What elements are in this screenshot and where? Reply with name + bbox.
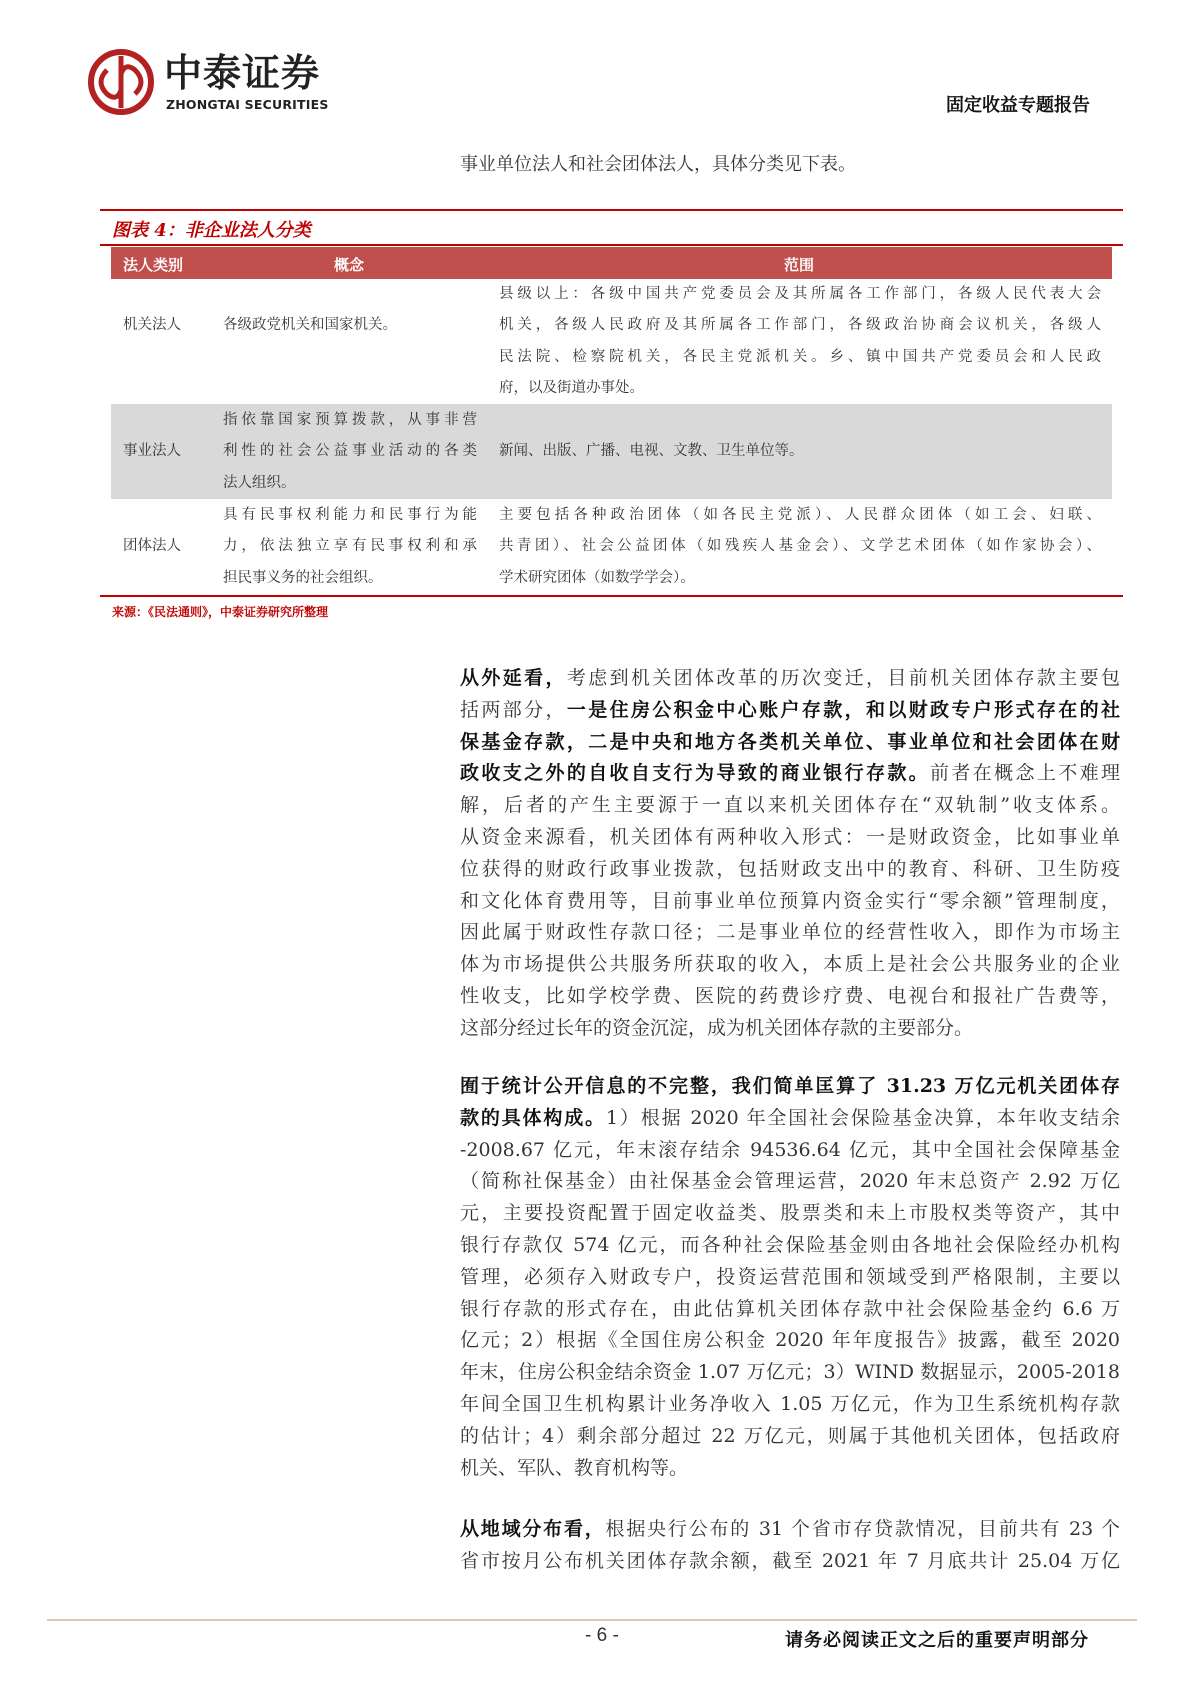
- bold-text-segment: 从地域分布看，: [460, 1518, 606, 1540]
- table-row: [111, 404, 1112, 499]
- text-line: [499, 563, 1101, 594]
- text-segment: 主要包括各种政治团体（如各民主党派）、人民群众团体（如工会、妇联、: [499, 507, 1101, 523]
- text-segment: 省市按月公布机关团体存款余额，截至 2021 年 7 月底共计 25.04 万亿: [460, 1549, 1120, 1572]
- cell-category: 机关法人: [123, 317, 181, 333]
- text-line: [460, 1546, 1120, 1578]
- table-header-row: [111, 247, 1112, 279]
- text-segment: 从资金来源看，机关团体有两种收入形式：一是财政资金，比如事业单: [460, 825, 1120, 848]
- table-source: 来源：《民法通则》，中泰证券研究所整理: [112, 605, 329, 619]
- text-segment: 这部分经过长年的资金沉淀，成为机关团体存款的主要部分。: [460, 1016, 974, 1039]
- intro-line: 事业单位法人和社会团体法人，具体分类见下表。: [460, 154, 856, 175]
- text-line: [223, 310, 477, 341]
- text-line: [460, 663, 1120, 695]
- text-line: [223, 468, 477, 499]
- header-category: 法人类别: [123, 256, 184, 274]
- text-line: [223, 405, 477, 436]
- header-scope: 范围: [784, 256, 815, 274]
- text-segment: 共青团）、社会公益团体（如残疾人基金会）、文学艺术团体（如作家协会）、: [499, 538, 1101, 555]
- text-segment: 机关，各级人民政府及其所属各工作部门，各级政治协商会议机关，各级人: [499, 317, 1101, 334]
- text-segment: 府，以及街道办事处。: [499, 380, 644, 397]
- bold-text-segment: 一是住房公积金中心账户存款，和以财政专户形式存在的社: [566, 698, 1120, 721]
- text-line: [460, 790, 1120, 822]
- text-segment: 指依靠国家预算拨款，从事非营: [223, 412, 477, 428]
- text-line: [460, 1389, 1120, 1421]
- header-concept: 概念: [334, 256, 365, 274]
- text-segment: 1）根据 2020 年全国社会保险基金决算，本年收支结余: [605, 1106, 1120, 1129]
- text-line: [460, 1166, 1120, 1198]
- cell-concept: [223, 500, 477, 594]
- text-line: [460, 1453, 1120, 1485]
- text-segment: 利性的社会公益事业活动的各类: [223, 443, 477, 460]
- cell-scope: [499, 436, 1101, 467]
- text-segment: 法人组织。: [223, 474, 296, 491]
- table-bottom-rule: [100, 595, 1123, 597]
- text-segment: 民法院、检察院机关，各民主党派机关。乡、镇中国共产党委员会和人民政: [499, 348, 1101, 365]
- text-line: [499, 436, 1101, 467]
- text-line: [460, 1103, 1120, 1135]
- text-segment: 年间全国卫生机构累计业务净收入 1.05 万亿元，作为卫生系统机构存款: [460, 1392, 1120, 1415]
- text-line: [223, 436, 477, 467]
- text-segment: 根据央行公布的 31 个省市存贷款情况，目前共有 23 个: [605, 1518, 1120, 1540]
- text-segment: 银行存款的形式存在，由此估算机关团体存款中社会保险基金约 6.6 万: [460, 1297, 1120, 1320]
- text-line: [223, 531, 477, 562]
- text-segment: 力，依法独立享有民事权利和承: [223, 538, 477, 555]
- table-row: [111, 279, 1112, 404]
- text-line: [460, 1357, 1120, 1389]
- text-line: [460, 1294, 1120, 1326]
- text-segment: 元，主要投资配置于固定收益类、股票类和未上市股权类等资产，其中: [460, 1202, 1120, 1225]
- footer-disclaimer: 请务必阅读正文之后的重要声明部分: [785, 1630, 1089, 1651]
- text-segment: 解，后者的产生主要源于一直以来机关团体存在“双轨制”收支体系。: [460, 794, 1120, 817]
- page-number: - 6 -: [585, 1625, 619, 1646]
- logo-english-name: ZHONGTAI SECURITIES: [166, 97, 329, 112]
- text-segment: 性收支，比如学校学费、医院的药费诊疗费、电视台和报社广告费等，: [460, 984, 1120, 1007]
- text-line: [460, 1230, 1120, 1262]
- cell-scope: [499, 279, 1101, 405]
- text-segment: 各级政党机关和国家机关。: [223, 317, 397, 333]
- text-segment: 括两部分，: [460, 698, 567, 721]
- table-top-rule: [100, 209, 1123, 211]
- text-line: [460, 1325, 1120, 1357]
- paragraph-regional: [460, 1514, 1120, 1578]
- text-line: [460, 1421, 1120, 1453]
- bold-text-segment: 囿于统计公开信息的不完整，我们简单匡算了 31.23 万亿元机关团体存: [460, 1075, 1120, 1097]
- text-segment: 管理，必须存入财政专户，投资运营范围和领域受到严格限制，主要以: [460, 1265, 1120, 1288]
- text-segment: 前者在概念上不难理: [930, 762, 1120, 785]
- bold-text-segment: 政收支之外的自收自支行为导致的商业银行存款。: [460, 762, 931, 785]
- text-segment: 担民事义务的社会组织。: [223, 569, 383, 586]
- text-segment: 位获得的财政行政事业拨款，包括财政支出中的教育、科研、卫生防疫: [460, 857, 1120, 880]
- text-segment: 的估计；4）剩余部分超过 22 万亿元，则属于其他机关团体，包括政府: [460, 1424, 1120, 1447]
- text-line: [460, 1071, 1120, 1103]
- text-line: [460, 854, 1120, 886]
- text-segment: 和文化体育费用等，目前事业单位预算内资金实行“零余额”管理制度，: [460, 889, 1120, 912]
- text-line: [460, 758, 1120, 790]
- caption-rule: [100, 244, 1123, 246]
- cell-concept: [223, 405, 477, 499]
- paragraph-extension: [460, 663, 1120, 1045]
- text-line: [223, 563, 477, 594]
- bold-text-segment: 从外延看，: [460, 667, 567, 689]
- bold-text-segment: 款的具体构成。: [460, 1106, 606, 1129]
- text-line: [460, 1262, 1120, 1294]
- company-logo-icon: [87, 48, 155, 116]
- table-row: [111, 499, 1112, 594]
- text-segment: 银行存款仅 574 亿元，而各种社会保险基金则由各地社会保险经办机构: [460, 1233, 1120, 1256]
- text-line: [499, 531, 1101, 562]
- text-line: [460, 1514, 1120, 1546]
- text-line: [499, 500, 1101, 531]
- text-line: [460, 727, 1120, 759]
- paragraph-composition: [460, 1071, 1120, 1484]
- text-line: [460, 981, 1120, 1013]
- text-segment: 因此属于财政性存款口径；二是事业单位的经营性收入，即作为市场主: [460, 921, 1120, 944]
- text-line: [223, 500, 477, 531]
- text-line: [499, 310, 1101, 341]
- bold-text-segment: 保基金存款，二是中央和地方各类机关单位、事业单位和社会团体在财: [460, 730, 1120, 753]
- text-line: [460, 1135, 1120, 1167]
- text-line: [460, 886, 1120, 918]
- text-segment: 年末，住房公积金结余资金 1.07 万亿元；3）WIND 数据显示，2005-2018: [460, 1361, 1120, 1384]
- text-segment: （简称社保基金）由社保基金会管理运营，2020 年末总资产 2.92 万亿: [460, 1170, 1120, 1193]
- text-segment: 新闻、出版、广播、电视、文教、卫生单位等。: [499, 443, 804, 459]
- text-segment: 考虑到机关团体改革的历次变迁，目前机关团体存款主要包: [566, 667, 1120, 689]
- cell-concept: [223, 310, 477, 341]
- text-line: [460, 917, 1120, 949]
- text-segment: 县级以上：各级中国共产党委员会及其所属各工作部门，各级人民代表大会: [499, 286, 1101, 302]
- text-line: [499, 342, 1101, 373]
- text-line: [460, 1013, 1120, 1045]
- report-type-label: 固定收益专题报告: [946, 95, 1090, 116]
- cell-category: 事业法人: [123, 443, 181, 459]
- cell-scope: [499, 500, 1101, 594]
- text-line: [499, 373, 1101, 404]
- text-segment: 亿元；2）根据《全国住房公积金 2020 年年度报告》披露，截至 2020: [460, 1329, 1120, 1352]
- text-segment: 体为市场提供公共服务所获取的收入，本质上是社会公共服务业的企业: [460, 953, 1120, 976]
- footer-rule: [47, 1619, 1137, 1621]
- text-segment: 学术研究团体（如数学学会）。: [499, 569, 695, 586]
- table-caption: 图表 4：非企业法人分类: [112, 220, 311, 241]
- text-segment: -2008.67 亿元，年末滚存结余 94536.64 亿元，其中全国社会保障基金: [460, 1138, 1120, 1161]
- cell-category: 团体法人: [123, 538, 181, 554]
- text-line: [460, 949, 1120, 981]
- text-line: [499, 279, 1101, 310]
- logo-chinese-name: 中泰证券: [164, 51, 321, 95]
- text-line: [460, 695, 1120, 727]
- text-line: [460, 1198, 1120, 1230]
- text-segment: 机关、军队、教育机构等。: [460, 1456, 689, 1479]
- text-segment: 具有民事权利能力和民事行为能: [223, 507, 477, 523]
- text-line: [460, 822, 1120, 854]
